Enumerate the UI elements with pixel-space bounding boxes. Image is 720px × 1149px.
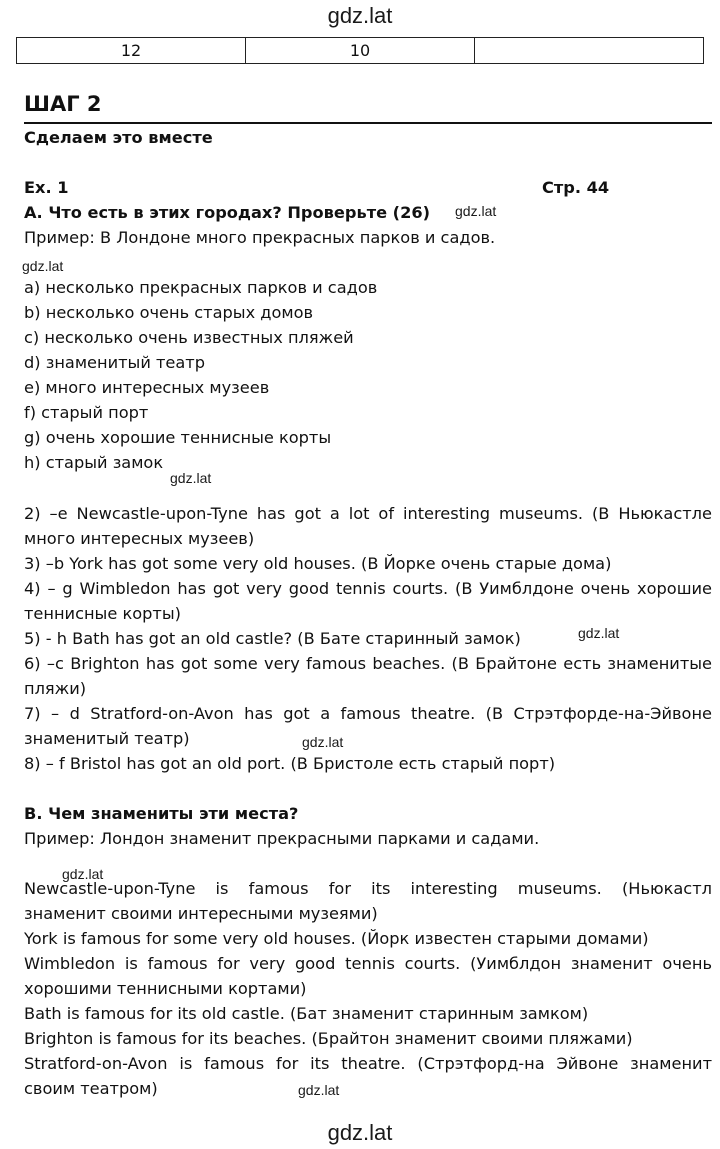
table-cell: 10 [246,38,475,63]
option-item: a) несколько прекрасных парков и садов [24,278,378,297]
answer-line: 4) – g Wimbledon has got very good tennis courts. (В Уимблдоне очень хорошие [24,579,712,598]
option-item: e) много интересных музеев [24,378,270,397]
watermark-top: gdz.lat [327,3,393,28]
answer-line: York is famous for some very old houses. (Йорк известен старыми домами) [24,929,649,948]
answer-line: пляжи) [24,679,87,698]
answer-line: 3) –b York has got some very old houses. (В Йорке очень старые дома) [24,554,612,573]
answer-line: 5) - h Bath has got an old castle? (В Бате старинный замок) [24,629,521,648]
part-a-example: Пример: В Лондоне много прекрасных парков и садов. [24,228,496,247]
watermark-inline: gdz.lat [170,470,212,486]
watermark-inline: gdz.lat [298,1082,340,1098]
answer-line: своим театром) [24,1079,158,1098]
answer-line: знаменитый театр) [24,729,190,748]
answer-line: Wimbledon is famous for very good tennis courts. (Уимблдон знаменит очень [24,954,712,973]
score-table-row [16,37,704,64]
answer-line: 8) – f Bristol has got an old port. (В Бристоле есть старый порт) [24,754,556,773]
section-subtitle: Сделаем это вместе [24,128,213,147]
answer-line: 6) –c Brighton has got some very famous beaches. (В Брайтоне есть знаменитые [24,654,712,673]
option-item: c) несколько очень известных пляжей [24,328,354,347]
part-b-example: Пример: Лондон знаменит прекрасными парками и садами. [24,829,540,848]
answer-line: Stratford-on-Avon is famous for its theatre. (Стрэтфорд-на Эйвоне знаменит [24,1054,712,1073]
option-item: b) несколько очень старых домов [24,303,314,322]
section-title: ШАГ 2 [24,92,102,116]
answer-line: много интересных музеев) [24,529,255,548]
watermark-inline: gdz.lat [578,625,620,641]
table-cell [475,38,703,63]
part-a-title: А. Что есть в этих городах? Проверьте (26) [24,203,431,222]
answer-line: теннисные корты) [24,604,181,623]
answer-line: Bath is famous for its old castle. (Бат знаменит старинным замком) [24,1004,589,1023]
table-cell: 12 [17,38,246,63]
option-item: d) знаменитый театр [24,353,206,372]
answer-line: хорошими теннисными кортами) [24,979,307,998]
answer-line: Brighton is famous for its beaches. (Брайтон знаменит своими пляжами) [24,1029,633,1048]
option-item: f) старый порт [24,403,149,422]
answer-line: 2) –e Newcastle-upon-Tyne has got a lot of interesting museums. (В Ньюкастле [24,504,712,523]
exercise-number: Ex. 1 [24,178,69,197]
answer-line: 7) – d Stratford-on-Avon has got a famous theatre. (В Стрэтфорде-на-Эйвоне [24,704,712,723]
part-b-title: B. Чем знамениты эти места? [24,804,299,823]
exercise-page: Стр. 44 [542,178,610,197]
option-item: h) старый замок [24,453,164,472]
answer-line: знаменит своими интересными музеями) [24,904,378,923]
heading-divider [24,122,712,124]
watermark-inline: gdz.lat [62,866,104,882]
watermark-bottom: gdz.lat [327,1120,393,1145]
answer-line: Newcastle-upon-Tyne is famous for its interesting museums. (Ньюкастл [24,879,712,898]
watermark-inline: gdz.lat [22,258,64,274]
watermark-inline: gdz.lat [455,203,497,219]
option-item: g) очень хорошие теннисные корты [24,428,332,447]
watermark-inline: gdz.lat [302,734,344,750]
